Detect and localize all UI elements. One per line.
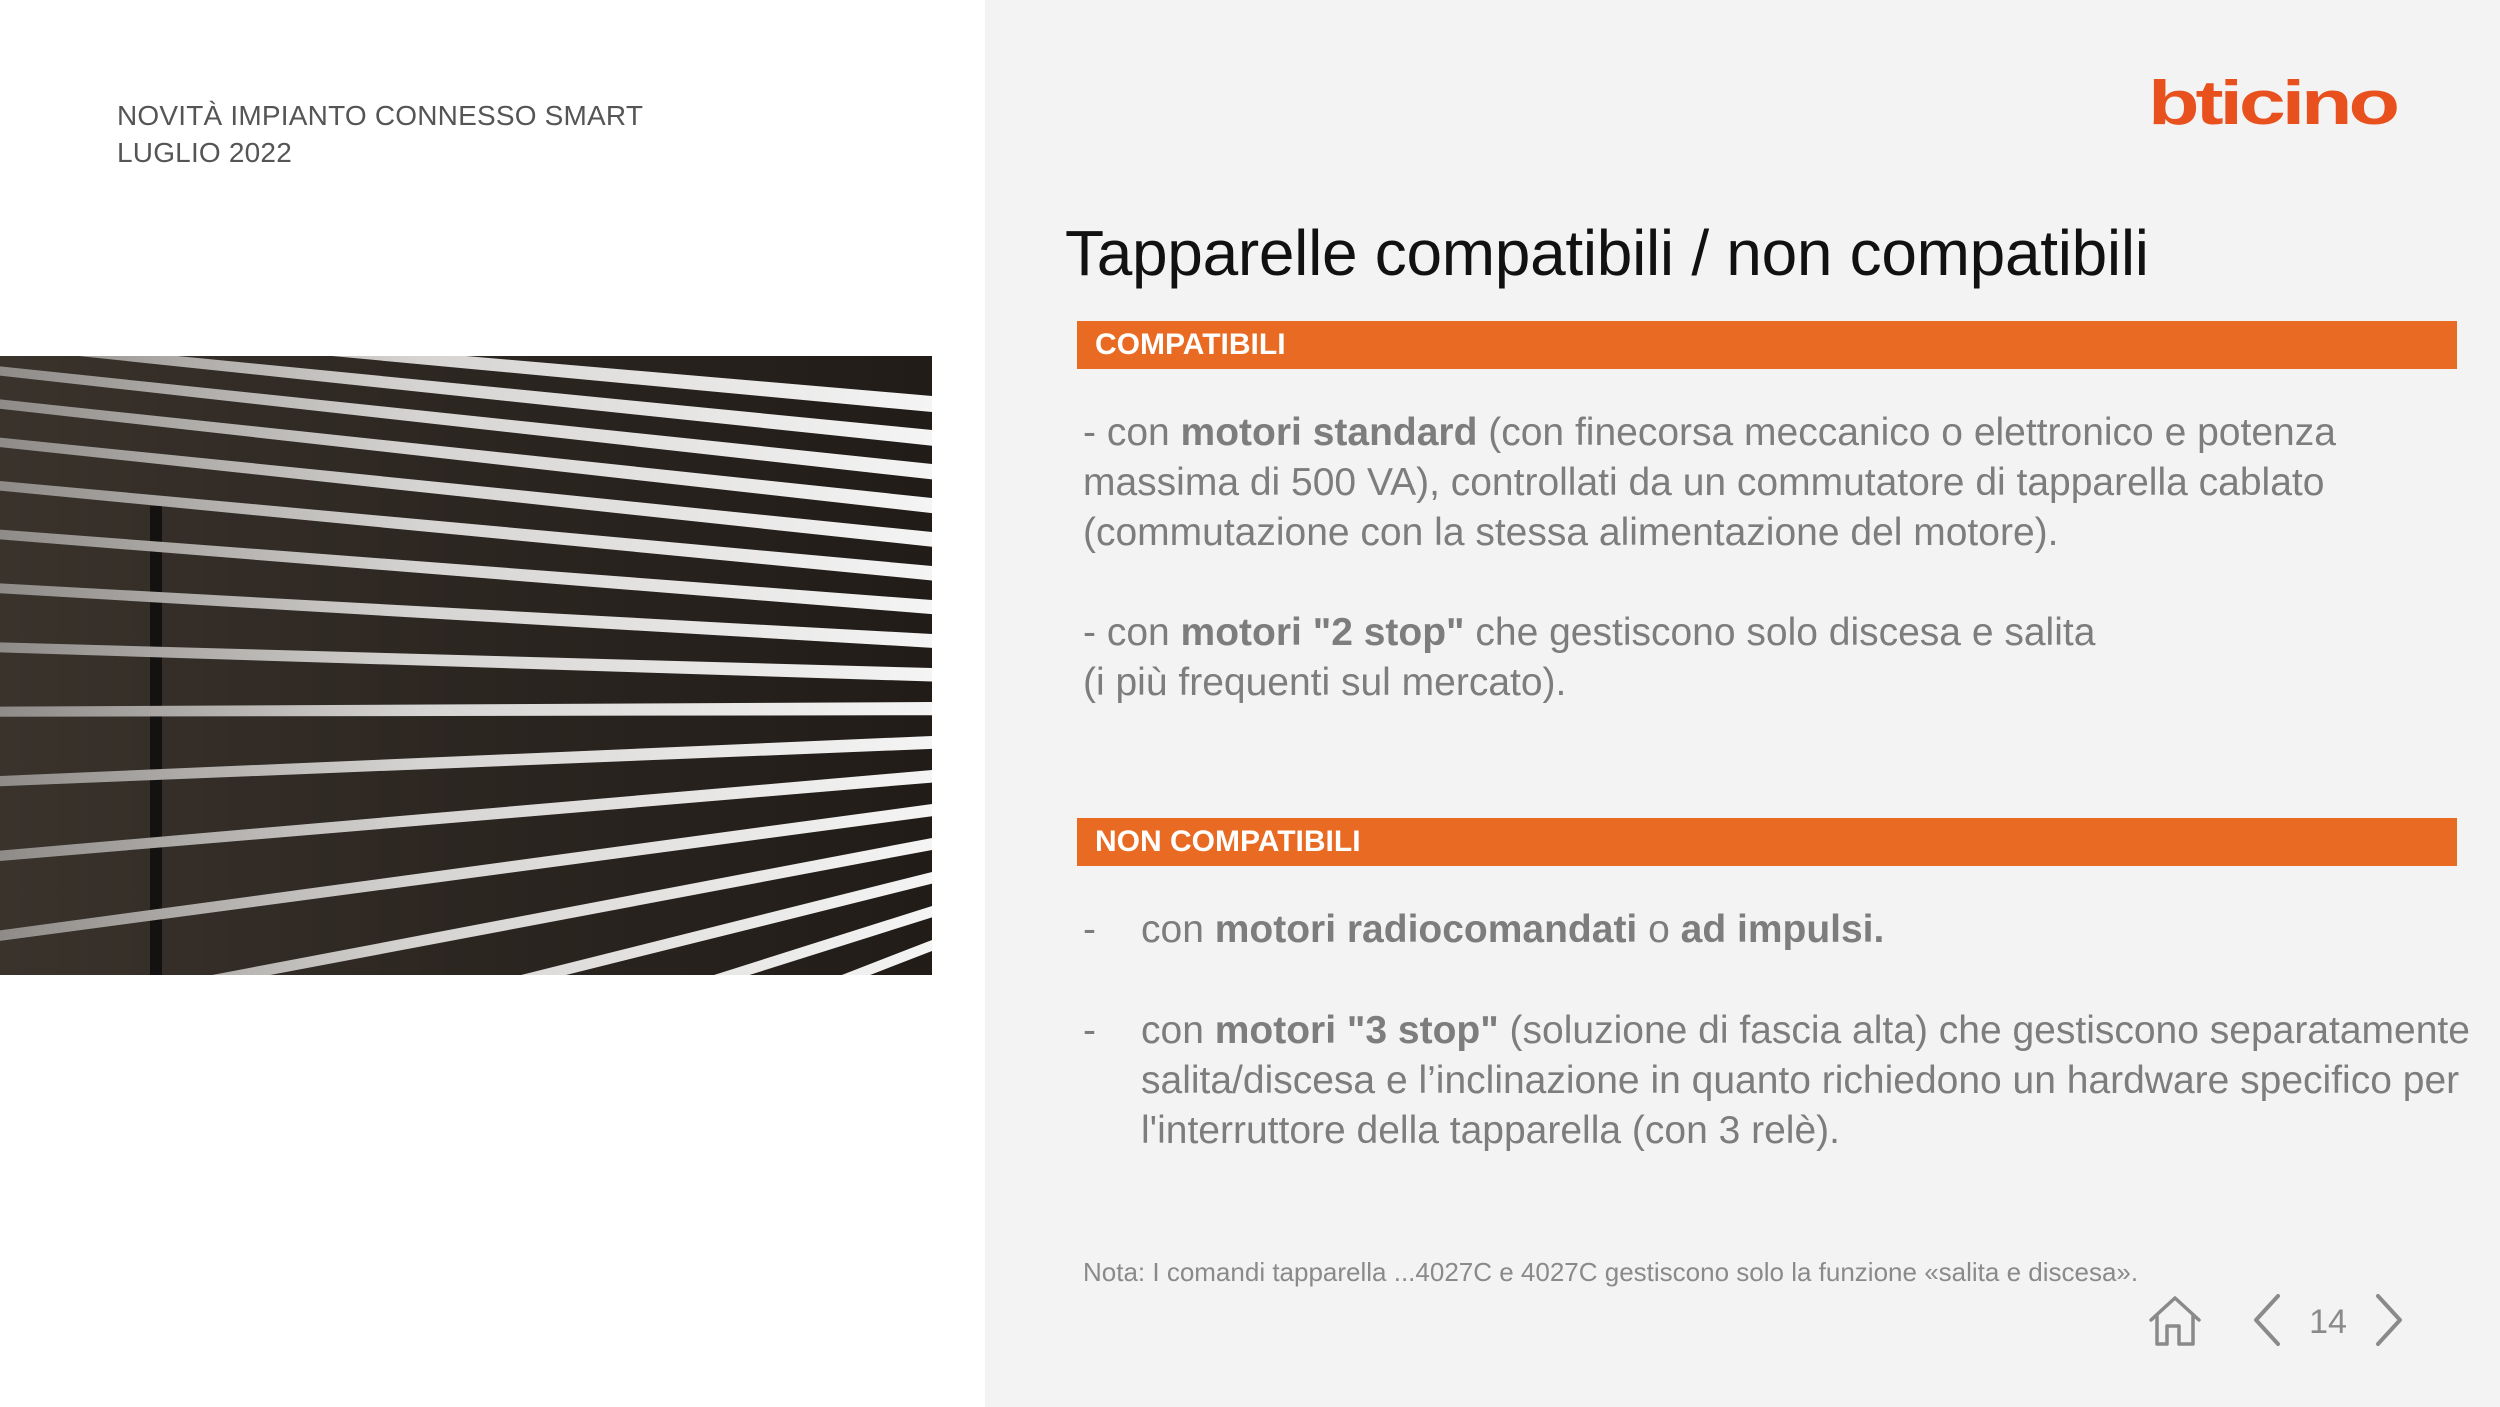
bold-term: ad impulsi. xyxy=(1680,908,1885,951)
bullet-dash: - xyxy=(1083,908,1096,951)
bold-term: motori "2 stop" xyxy=(1180,611,1465,654)
compatible-item-standard: - con motori standard (con finecorsa meccanico o elettronico e potenza massima di 500 VA), controllati da un commutatore di tapparella cablato (commutazione con la stessa alimentazione del motore). xyxy=(1083,411,2336,554)
footnote: Nota: I comandi tapparella ...4027C e 4027C gestiscono solo la funzione «salita e discesa». xyxy=(1083,1257,2139,1287)
slide-title: Tapparelle compatibili / non compatibili xyxy=(1065,217,2149,289)
bold-term: motori "3 stop" xyxy=(1214,1009,1499,1052)
compatible-heading: COMPATIBILI xyxy=(1077,321,2457,369)
bullet-text: con motori radiocomandati o ad impulsi. xyxy=(1141,908,1885,951)
bullet-text: con motori "3 stop" (soluzione di fascia alta) che gestiscono separatamente salita/discesa e l’inclinazione in quanto richiedono un hardware specifico per l'interruttore della tapparella (con 3 relè). xyxy=(1141,1009,2470,1152)
compatible-item-2stop: - con motori "2 stop" che gestiscono solo discesa e salita (i più frequenti sul mercato). xyxy=(1083,611,2096,704)
not-compatible-heading: NON COMPATIBILI xyxy=(1077,818,2457,866)
blinds-photo xyxy=(0,356,932,975)
chevron-left-icon[interactable] xyxy=(2250,1290,2284,1350)
bullet-dash: - xyxy=(1083,1009,1096,1052)
header-subtitle: NOVITÀ IMPIANTO CONNESSO SMART xyxy=(117,100,644,131)
chevron-right-icon[interactable] xyxy=(2372,1290,2406,1350)
bold-term: motori radiocomandati xyxy=(1214,908,1638,951)
home-icon[interactable] xyxy=(2145,1290,2205,1350)
blinds-illustration xyxy=(0,356,932,975)
svg-text:bticino: bticino xyxy=(2148,74,2398,134)
page-number: 14 xyxy=(2309,1303,2347,1341)
bold-term: motori standard xyxy=(1180,411,1478,454)
header-date: LUGLIO 2022 xyxy=(117,137,292,168)
bticino-logo xyxy=(2148,74,2398,134)
